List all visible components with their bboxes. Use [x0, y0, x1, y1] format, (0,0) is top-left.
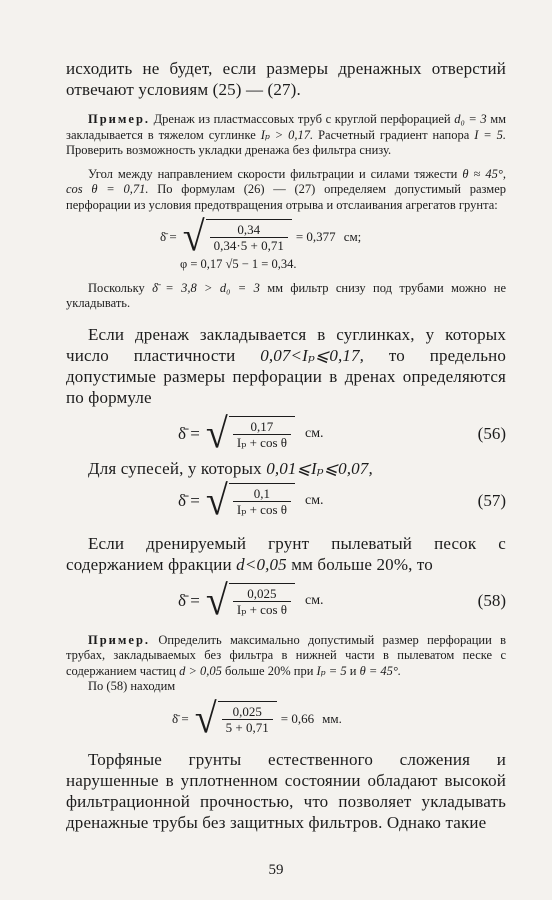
conclusion-1: Поскольку δ̄ = 3,8 > d₀ = 3 мм фильтр снизу под трубами можно не укладывать.	[66, 280, 507, 310]
sqrt-sign: √	[194, 694, 217, 742]
equation-56: δ̄ = √ $\frac{0,17}{\text{Iₚ + cos θ}}$ см. (56)	[178, 409, 506, 457]
equation-57: δ̄ = √ $\frac{0,1}{\text{Iₚ + cos θ}}$ см. (57)	[178, 476, 506, 524]
paragraph-silty-sand: Если дренируемый грунт пылеватый песок с содержанием фракции d<0,05 мм больше 20%, то	[66, 533, 506, 574]
formula-a: δ̄ = √ $\frac{0,34}{0,34\cdot 5 + 0,71}$ = 0,377 см;	[160, 212, 362, 261]
sqrt-sign: √	[205, 409, 228, 457]
example-1-label: Пример.	[88, 112, 151, 126]
paragraph-loam: Если дренаж закладывается в суглинках, у которых число пластичности 0,07<Iₚ⩽0,17, то предельно допустимые размеры перфорации в дренах определяются по формуле	[66, 324, 506, 407]
example-1: Пример. Дренаж из пластмассовых труб с круглой перфорацией d₀ = 3 мм закладывается в тяжелом суглинке Iₚ > 0,17. Расчетный градиент напора I = 5. Проверить возможность укладки дренажа без фильтра снизу.	[66, 112, 507, 157]
page-body	[66, 58, 506, 833]
example-2: Пример. Определить максимально допустимый размер перфорации в трубах, закладываемых без фильтра в нижней части в пылеватом песке с содержанием частиц d > 0,05 больше 20% при Iₚ = 5 и θ = 45°.	[66, 632, 507, 678]
equation-58: δ̄ = √ $\frac{0,025}{\text{Iₚ + cos θ}}$ см. (58)	[178, 576, 506, 624]
sqrt-sign: √	[182, 212, 205, 261]
sqrt-sign: √	[205, 476, 228, 524]
formula-b: δ̄ = √ $\frac{0,025}{5 + 0,71}$ = 0,66 мм.	[172, 694, 342, 742]
page-number: 59	[268, 862, 284, 878]
sqrt-sign: √	[205, 576, 228, 624]
paragraph-intro: исходить не будет, если размеры дренажных отверстий отвечают условиям (25) — (27).	[66, 59, 506, 99]
equation-number: (56)	[477, 423, 506, 443]
example-2-label: Пример.	[88, 632, 151, 647]
paragraph-peat: Торфяные грунты естественного сложения и нарушенные в уплотненном состоянии обладают высокой фильтрационной прочностью, что позволяет укладывать дренажные трубы без защитных фильтров. Однако такие	[66, 749, 506, 832]
formula-phi: φ = 0,17 √5 − 1 = 0,34.	[180, 257, 297, 271]
by-formula-58: По (58) находим	[88, 679, 176, 693]
angle-paragraph: Угол между направлением скорости фильтрации и силами тяжести θ ≈ 45°, cos θ = 0,71. По формулам (26) — (27) определяем допустимый размер перфорации из условия предотвращения отрыва и отслаивания агрегатов грунта:	[66, 166, 507, 212]
paragraph-sandy-loam: Для супесей, у которых 0,01⩽Iₚ⩽0,07,	[88, 458, 373, 478]
equation-number: (58)	[477, 590, 506, 610]
equation-number: (57)	[477, 490, 506, 510]
